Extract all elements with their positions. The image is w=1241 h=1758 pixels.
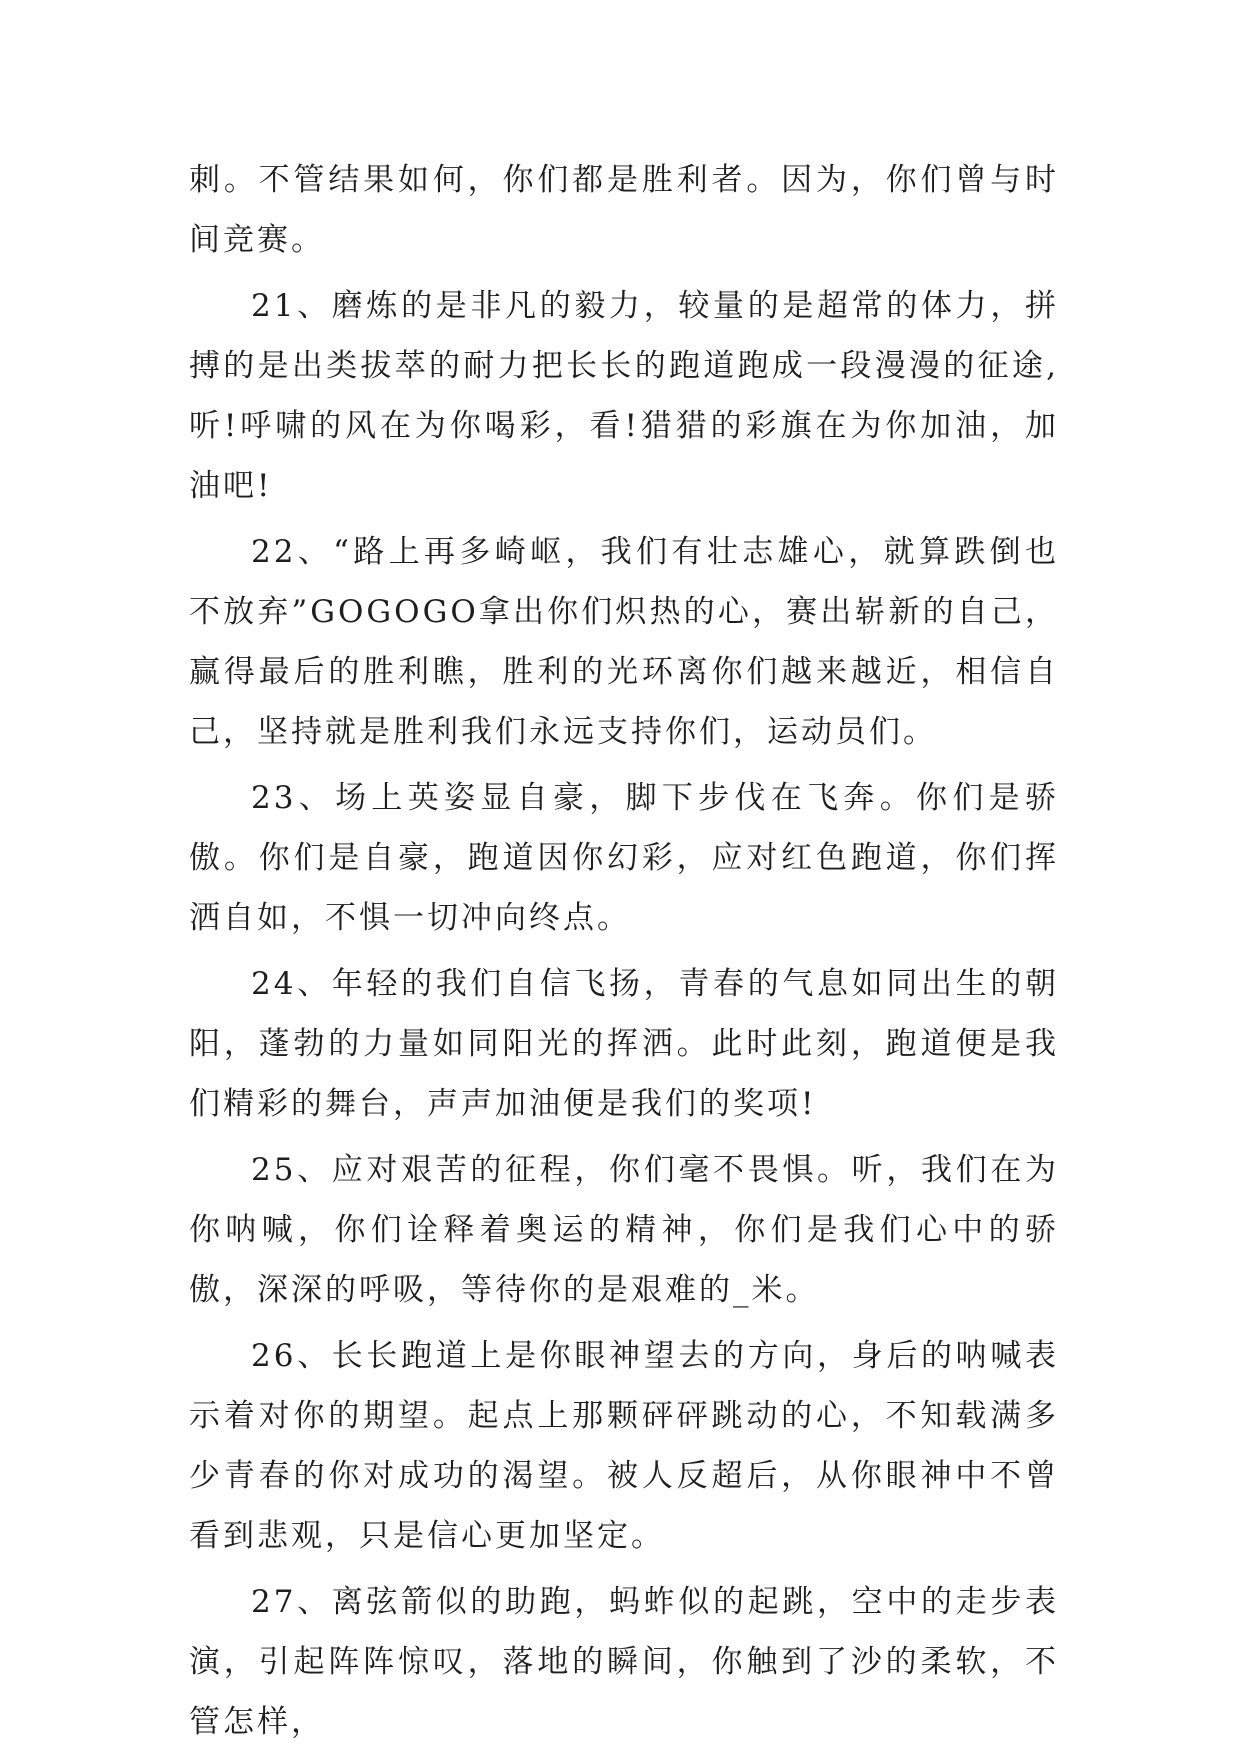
paragraph-24: 24、年轻的我们自信飞扬，青春的气息如同出生的朝阳，蓬勃的力量如同阳光的挥洒。此时此刻，跑道便是我们精彩的舞台，声声加油便是我们的奖项! bbox=[189, 966, 1059, 1122]
document-body bbox=[189, 150, 1059, 1758]
paragraph-continuation: 刺。不管结果如何，你们都是胜利者。因为，你们曾与时间竞赛。 bbox=[189, 162, 1059, 258]
paragraph-21: 21、磨炼的是非凡的毅力，较量的是超常的体力，拼搏的是出类拔萃的耐力把长长的跑道跑成一段漫漫的征途,听!呼啸的风在为你喝彩，看!猎猎的彩旗在为你加油，加油吧! bbox=[189, 288, 1059, 504]
paragraph-22: 22、“路上再多崎岖，我们有壮志雄心，就算跌倒也不放弃”GOGOGO拿出你们炽热的心，赛出崭新的自己，赢得最后的胜利瞧，胜利的光环离你们越来越近，相信自己，坚持就是胜利我们永远支持你们，运动员们。 bbox=[189, 534, 1059, 750]
paragraph-23: 23、场上英姿显自豪，脚下步伐在飞奔。你们是骄傲。你们是自豪，跑道因你幻彩，应对红色跑道，你们挥洒自如，不惧一切冲向终点。 bbox=[189, 780, 1059, 936]
paragraph-26: 26、长长跑道上是你眼神望去的方向，身后的呐喊表示着对你的期望。起点上那颗砰砰跳动的心，不知载满多少青春的你对成功的渴望。被人反超后，从你眼神中不曾看到悲观，只是信心更加坚定。 bbox=[189, 1338, 1059, 1554]
paragraph-25: 25、应对艰苦的征程，你们毫不畏惧。听，我们在为你呐喊，你们诠释着奥运的精神，你们是我们心中的骄傲，深深的呼吸，等待你的是艰难的_米。 bbox=[189, 1152, 1059, 1308]
paragraph-27: 27、离弦箭似的助跑，蚂蚱似的起跳，空中的走步表演，引起阵阵惊叹，落地的瞬间，你触到了沙的柔软，不管怎样， bbox=[189, 1584, 1059, 1740]
